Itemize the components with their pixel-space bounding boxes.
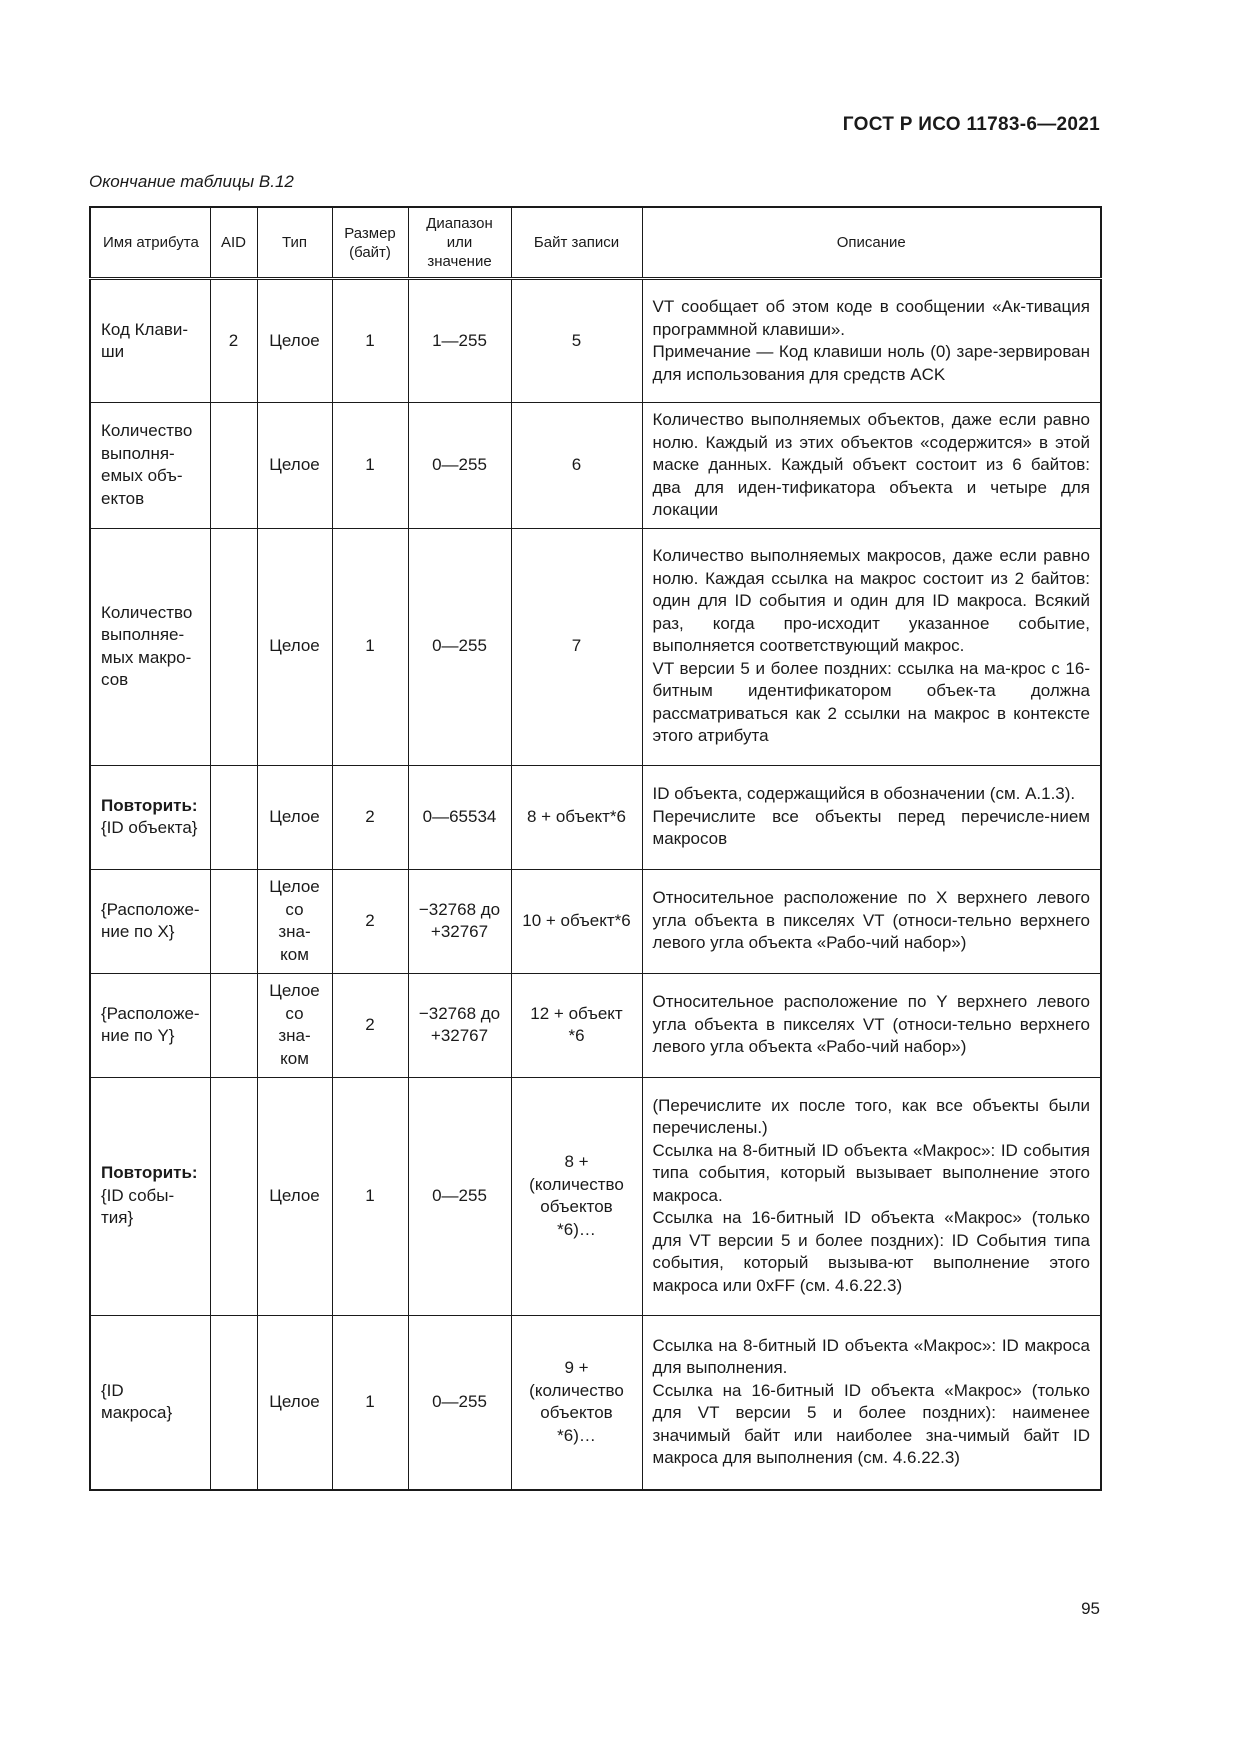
description-paragraph: Ссылка на 8-битный ID объекта «Макрос»: ID события типа события, который вызывает выполнение этого макроса. — [652, 1140, 1090, 1205]
attribute-name: {Расположе-ние по X} — [101, 899, 200, 941]
cell-aid — [210, 403, 257, 529]
cell-size: 2 — [332, 869, 408, 973]
table-header-row — [90, 207, 1101, 279]
description-paragraph: Количество выполняемых объектов, даже если равно нолю. Каждый из этих объектов «содержится» в этой маске данных. Каждый объект состоит из 6 байтов: два для иден-тификатора объекта и четыре для локации — [652, 410, 1090, 519]
attribute-table — [89, 206, 1102, 1491]
cell-aid — [210, 528, 257, 765]
description-paragraph: VT версии 5 и более поздних: ссылка на ма-крос с 16-битным идентификатором объек-та должна рассматриваться как 2 ссылки на макрос в контексте этого атрибута — [652, 658, 1090, 746]
cell-range: 1—255 — [408, 279, 511, 403]
attribute-name: Код Клави-ши — [101, 319, 189, 361]
description-paragraph: Количество выполняемых макросов, даже если равно нолю. Каждая ссылка на макрос состоит из 2 байтов: один для ID события и один для ID макроса. Всякий раз, когда про-исходит указанное событие, выполняется соответствующий макрос. — [652, 546, 1090, 656]
cell-description — [642, 765, 1101, 869]
column-header-aid: AID — [210, 207, 257, 279]
column-header-size: Размер (байт) — [332, 207, 408, 279]
column-header-description: Описание — [642, 207, 1101, 279]
cell-description — [642, 279, 1101, 403]
cell-type: Целое — [257, 765, 332, 869]
cell-type: Целое — [257, 1315, 332, 1490]
cell-size: 1 — [332, 1315, 408, 1490]
cell-record-byte: 8 + объект*6 — [511, 765, 642, 869]
page-number: 95 — [1081, 1599, 1100, 1618]
attribute-name: {ID собы-тия} — [101, 1185, 175, 1228]
description-paragraph: Относительное расположение по X верхнего левого угла объекта в пикселях VT (относи-тельно верхнего левого угла объекта «Рабо-чий набор») — [652, 888, 1090, 953]
description-paragraph: (Перечислите их после того, как все объекты были перечислены.) — [652, 1095, 1090, 1138]
table-row — [90, 973, 1101, 1077]
table-caption: Окончание таблицы B.12 — [89, 172, 294, 191]
cell-range: 0—255 — [408, 403, 511, 529]
cell-range: −32768 до +32767 — [408, 973, 511, 1077]
cell-record-byte: 5 — [511, 279, 642, 403]
table-row — [90, 869, 1101, 973]
table-row — [90, 279, 1101, 403]
cell-range: 0—255 — [408, 1077, 511, 1315]
cell-range: 0—65534 — [408, 765, 511, 869]
cell-attribute-name — [90, 765, 210, 869]
cell-size: 2 — [332, 765, 408, 869]
cell-type: Целое — [257, 528, 332, 765]
cell-range: −32768 до +32767 — [408, 869, 511, 973]
cell-description — [642, 1077, 1101, 1315]
cell-range: 0—255 — [408, 1315, 511, 1490]
cell-size: 1 — [332, 279, 408, 403]
cell-aid — [210, 1077, 257, 1315]
cell-record-byte: 6 — [511, 403, 642, 529]
description-paragraph: VT сообщает об этом коде в сообщении «Ак-тивация программной клавиши». — [652, 297, 1090, 339]
attribute-name: Количество выполня-емых объ-ектов — [101, 421, 193, 508]
cell-type: Целое — [257, 279, 332, 403]
description-paragraph: Ссылка на 8-битный ID объекта «Макрос»: ID макроса для выполнения. — [652, 1335, 1090, 1378]
cell-type: Целое со зна-ком — [257, 973, 332, 1077]
cell-aid — [210, 973, 257, 1077]
table-row — [90, 528, 1101, 765]
table-row — [90, 403, 1101, 529]
cell-record-byte: 7 — [511, 528, 642, 765]
cell-attribute-name — [90, 1315, 210, 1490]
cell-type: Целое — [257, 1077, 332, 1315]
cell-attribute-name — [90, 279, 210, 403]
cell-size: 1 — [332, 528, 408, 765]
cell-attribute-name — [90, 1077, 210, 1315]
cell-attribute-name — [90, 869, 210, 973]
document-standard-header: ГОСТ Р ИСО 11783-6—2021 — [842, 114, 1100, 135]
table-row — [90, 765, 1101, 869]
attribute-name: {ID объекта} — [101, 818, 198, 837]
column-header-type: Тип — [257, 207, 332, 279]
attribute-name: {ID макроса} — [101, 1380, 173, 1423]
description-paragraph: Относительное расположение по Y верхнего левого угла объекта в пикселях VT (относи-тельно верхнего левого угла объекта «Рабо-чий набор») — [652, 992, 1090, 1057]
cell-attribute-name — [90, 403, 210, 529]
cell-aid: 2 — [210, 279, 257, 403]
cell-range: 0—255 — [408, 528, 511, 765]
description-paragraph: Перечислите все объекты перед перечисле-нием макросов — [652, 806, 1090, 849]
cell-description — [642, 973, 1101, 1077]
column-header-range: Диапазон или значение — [408, 207, 511, 279]
cell-type: Целое со зна-ком — [257, 869, 332, 973]
repeat-label: Повторить: — [101, 795, 198, 815]
column-header-name: Имя атрибута — [90, 207, 210, 279]
attribute-name: {Расположе-ние по Y} — [101, 1003, 200, 1045]
description-paragraph: Ссылка на 16-битный ID объекта «Макрос» (только для VT версии 5 и более поздних): наименее значимый байт или наиболее зна-чимый байт ID макроса для выполнения (см. 4.6.22.3) — [652, 1380, 1090, 1468]
description-paragraph: Примечание — Код клавиши ноль (0) заре-зервирован для использования для средств ACK — [652, 342, 1090, 384]
cell-description — [642, 1315, 1101, 1490]
cell-size: 1 — [332, 403, 408, 529]
repeat-label: Повторить: — [101, 1163, 198, 1183]
cell-description — [642, 869, 1101, 973]
cell-record-byte: 8 + (количество объектов *6)… — [511, 1077, 642, 1315]
column-header-record-byte: Байт записи — [511, 207, 642, 279]
cell-attribute-name — [90, 973, 210, 1077]
table-row — [90, 1315, 1101, 1490]
attribute-name: Количество выполняе-мых макро-сов — [101, 602, 193, 689]
table-row — [90, 1077, 1101, 1315]
cell-size: 2 — [332, 973, 408, 1077]
cell-attribute-name — [90, 528, 210, 765]
cell-aid — [210, 1315, 257, 1490]
description-paragraph: ID объекта, содержащийся в обозначении (см. А.1.3). — [652, 784, 1076, 804]
cell-description — [642, 528, 1101, 765]
cell-description — [642, 403, 1101, 529]
cell-size: 1 — [332, 1077, 408, 1315]
cell-type: Целое — [257, 403, 332, 529]
cell-aid — [210, 869, 257, 973]
cell-record-byte: 10 + объект*6 — [511, 869, 642, 973]
cell-aid — [210, 765, 257, 869]
cell-record-byte: 9 + (количество объектов *6)… — [511, 1315, 642, 1490]
description-paragraph: Ссылка на 16-битный ID объекта «Макрос» (только для VT версии 5 и более поздних): ID События типа события, который вызыва-ют выполнение этого макроса или 0xFF (см. 4.6.22.3) — [652, 1208, 1090, 1295]
cell-record-byte: 12 + объект *6 — [511, 973, 642, 1077]
